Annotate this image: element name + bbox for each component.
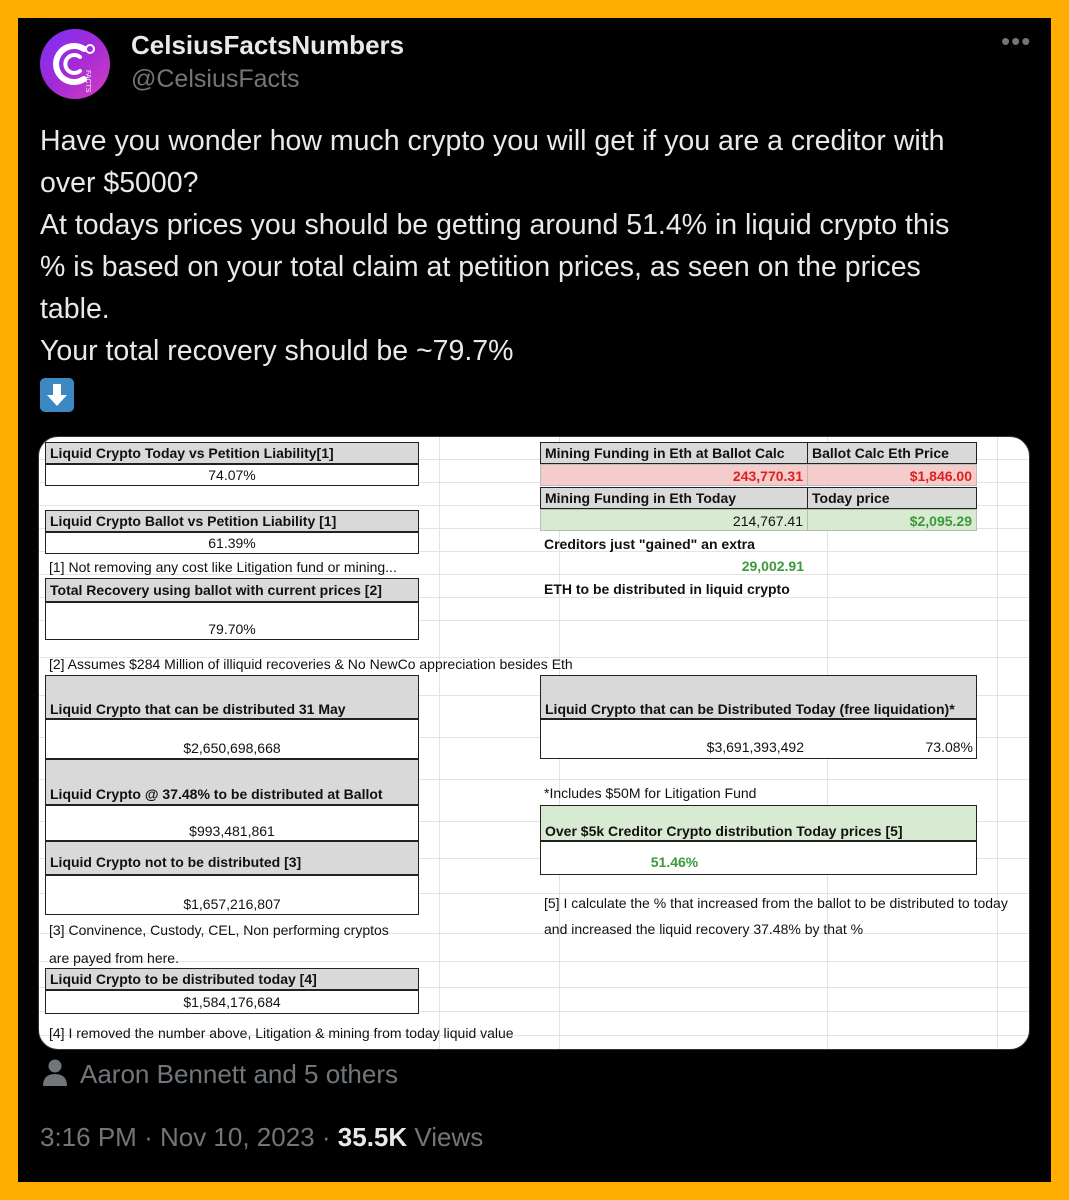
today-price-value: $2,095.29 [807,509,977,531]
note-5a: [5] I calculate the % that increased from the ballot to be distributed to today [544,895,1008,911]
liquid-today-header: Liquid Crypto to be distributed today [4] [45,968,419,990]
views-label: Views [414,1122,484,1152]
user-handle[interactable]: @CelsiusFacts [131,65,300,93]
liquid-ballot-value: $993,481,861 [45,805,419,841]
liquid-free-liquidation-header: Liquid Crypto that can be Distributed Today (free liquidation)* [540,675,977,719]
liquid-ballot-vs-petition-header: Liquid Crypto Ballot vs Petition Liability [1] [45,510,419,532]
total-recovery-header: Total Recovery using ballot with current prices [2] [45,578,419,602]
note-3b: are payed from here. [49,950,179,966]
tweet-line: At todays prices you should be getting around 51.4% in liquid crypto this [40,209,950,241]
mining-today-value: 214,767.41 [540,509,808,531]
mining-ballot-header: Mining Funding in Eth at Ballot Calc [540,442,808,464]
mining-today-header: Mining Funding in Eth Today [540,487,808,509]
tweet-line: Have you wonder how much crypto you will get if you are a creditor with [40,125,945,157]
tweet-line: Your total recovery should be ~79.7% [40,335,514,367]
ballot-eth-price-value: $1,846.00 [807,464,977,486]
liquid-free-liquidation-pct: 73.08% [925,739,973,755]
display-name[interactable]: CelsiusFactsNumbers [131,30,405,60]
spreadsheet-image[interactable] [38,436,1030,1050]
liquid-today-value: $1,584,176,684 [45,990,419,1014]
meta-separator: · [321,1122,331,1152]
note-1: [1] Not removing any cost like Litigation fund or mining... [49,559,397,575]
liked-by[interactable] [42,1058,398,1090]
tweet-line: over $5000? [40,167,199,199]
tweet-date[interactable]: Nov 10, 2023 [159,1122,315,1152]
liquid-31-may-header: Liquid Crypto that can be distributed 31 May [45,675,419,719]
over-5k-value: 51.46% [540,841,808,875]
total-recovery-value: 79.70% [45,602,419,640]
more-options-icon[interactable]: ••• [1001,26,1032,56]
avatar[interactable] [40,29,110,99]
liquid-today-vs-petition-value: 74.07% [45,464,419,486]
tweet-text [40,120,1040,414]
liked-by-text: Aaron Bennett and 5 others [80,1059,399,1089]
eth-distributed-label: ETH to be distributed in liquid crypto [544,581,790,597]
note-2: [2] Assumes $284 Million of illiquid recoveries & No NewCo appreciation besides Eth [49,656,573,672]
meta-separator: · [144,1122,153,1152]
note-4: [4] I removed the number above, Litigation & mining from today liquid value [49,1025,514,1041]
over-5k-empty [807,841,977,875]
liquid-today-vs-petition-header: Liquid Crypto Today vs Petition Liability[1] [45,442,419,464]
tweet-time[interactable]: 3:16 PM [40,1122,137,1152]
today-price-header: Today price [807,487,977,509]
mining-ballot-value: 243,770.31 [540,464,808,486]
avatar-text: FACTS [84,70,91,93]
views-count[interactable]: 35.5K [337,1122,408,1152]
tweet-card [18,18,1051,1182]
celsius-logo-icon [40,29,110,99]
tweet-line: % is based on your total claim at petition prices, as seen on the prices [40,251,921,283]
creditors-gained-value: 29,002.91 [741,558,804,574]
person-icon [42,1058,68,1086]
liquid-31-may-value: $2,650,698,668 [45,719,419,759]
litigation-fund-note: *Includes $50M for Litigation Fund [544,785,757,801]
arrow-down-emoji-icon [40,378,74,412]
ballot-eth-price-header: Ballot Calc Eth Price [807,442,977,464]
creditors-gained-label: Creditors just "gained" an extra [544,536,755,552]
liquid-not-distributed-value: $1,657,216,807 [45,875,419,915]
liquid-ballot-vs-petition-value: 61.39% [45,532,419,554]
tweet-line: table. [40,293,110,325]
tweet-meta [40,1122,483,1153]
note-3a: [3] Convinence, Custody, CEL, Non performing cryptos [49,922,389,938]
liquid-free-liquidation-value: $3,691,393,492 [706,739,804,755]
over-5k-header: Over $5k Creditor Crypto distribution Today prices [5] [540,805,977,841]
liquid-not-distributed-header: Liquid Crypto not to be distributed [3] [45,841,419,875]
note-5b: and increased the liquid recovery 37.48% by that % [544,921,864,937]
liquid-ballot-header: Liquid Crypto @ 37.48% to be distributed at Ballot [45,759,419,805]
